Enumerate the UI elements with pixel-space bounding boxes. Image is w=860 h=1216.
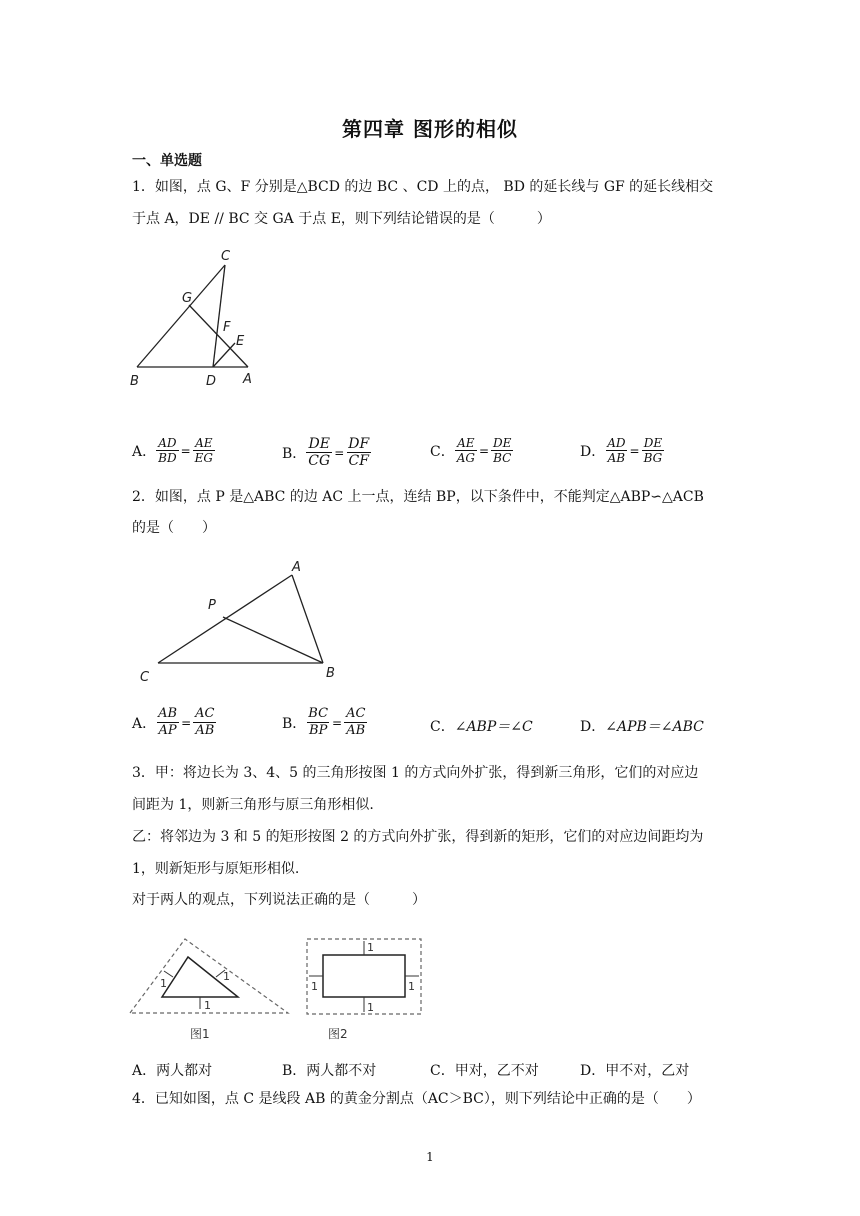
q1-line1: 1．如图，点 G、F 分别是△BCD 的边 BC 、CD 上的点， BD 的延长线与 GF 的延长线相交 bbox=[132, 179, 714, 195]
label-F: F bbox=[223, 320, 231, 335]
label-G: G bbox=[182, 291, 193, 306]
line-CD bbox=[213, 265, 225, 367]
gap-label: 1 bbox=[223, 970, 230, 983]
line-PB bbox=[223, 617, 323, 663]
q2-options bbox=[132, 706, 732, 742]
label-A: A bbox=[292, 560, 301, 575]
q3-option-b[interactable]: B． 两人都不对 bbox=[282, 1063, 377, 1079]
inner-rectangle bbox=[323, 955, 405, 997]
label-B: B bbox=[130, 374, 139, 389]
q3-line2: 间距为 1，则新三角形与原三角形相似. bbox=[132, 797, 374, 813]
gap-label: 1 bbox=[408, 980, 415, 993]
q2-option-a[interactable]: A． $\frac{AB}{AP}$ = $\frac{AC}{AB}$ bbox=[132, 706, 215, 738]
q1-option-a[interactable]: A． $\frac{AD}{BD}$ = $\frac{AE}{EG}$ bbox=[132, 436, 213, 465]
line-BC bbox=[137, 265, 225, 367]
q3-option-d[interactable]: D． 甲不对，乙对 bbox=[580, 1063, 690, 1079]
q2-option-b[interactable]: B． $\frac{BC}{BP}$ = $\frac{AC}{AB}$ bbox=[282, 706, 366, 738]
label-A: A bbox=[243, 372, 252, 387]
q2-option-d[interactable]: D． ∠APB＝∠ABC bbox=[580, 719, 704, 735]
q2-line2: 的是（ ） bbox=[132, 520, 216, 536]
fig1-caption: 图1 bbox=[190, 1027, 210, 1041]
section-heading: 一、单选题 bbox=[132, 153, 202, 169]
q2-figure bbox=[130, 555, 350, 690]
label-C: C bbox=[140, 670, 150, 685]
gap-label: 1 bbox=[367, 941, 374, 954]
label-D: D bbox=[206, 374, 217, 389]
q2-line1: 2．如图，点 P 是△ABC 的边 AC 上一点，连结 BP，以下条件中，不能判定△ABP∽△ACB bbox=[132, 489, 704, 505]
line-DE bbox=[213, 343, 235, 367]
q3-line1: 3．甲：将边长为 3、4、5 的三角形按图 1 的方式向外扩张，得到新三角形，它们的对应边 bbox=[132, 765, 699, 781]
q3-line4: 1，则新矩形与原矩形相似. bbox=[132, 861, 300, 877]
q2-option-c[interactable]: C． ∠ABP＝∠C bbox=[430, 719, 533, 735]
line-AB bbox=[292, 575, 323, 663]
q3-option-c[interactable]: C． 甲对，乙不对 bbox=[430, 1063, 539, 1079]
q3-figure2 bbox=[302, 935, 427, 1045]
q3-line5: 对于两人的观点，下列说法正确的是（ ） bbox=[132, 892, 426, 908]
label-E: E bbox=[236, 334, 245, 349]
label-C: C bbox=[221, 249, 231, 264]
q3-line3: 乙：将邻边为 3 和 5 的矩形按图 2 的方式向外扩张，得到新的矩形，它们的对应边间距均为 bbox=[132, 829, 704, 845]
label-B: B bbox=[326, 666, 335, 681]
q1-line2: 于点 A，DE // BC 交 GA 于点 E，则下列结论错误的是（ ） bbox=[132, 211, 551, 227]
fig2-caption: 图2 bbox=[328, 1027, 348, 1041]
gap-label: 1 bbox=[311, 980, 318, 993]
q1-option-d[interactable]: D． $\frac{AD}{AB}$ = $\frac{DE}{BG}$ bbox=[580, 436, 663, 465]
line-CA bbox=[158, 575, 292, 663]
q1-option-c[interactable]: C． $\frac{AE}{AG}$ = $\frac{DE}{BC}$ bbox=[430, 436, 512, 465]
q1-figure bbox=[125, 245, 260, 390]
q3-options bbox=[132, 1060, 732, 1080]
q4-line1: 4．已知如图，点 C 是线段 AB 的黄金分割点（AC＞BC），则下列结论中正确的是（ ） bbox=[132, 1091, 701, 1107]
q3-figure1 bbox=[128, 935, 293, 1045]
label-P: P bbox=[208, 598, 216, 613]
q1-option-b[interactable]: B． $\frac{DE}{CG}$ = $\frac{DF}{CF}$ bbox=[282, 436, 370, 469]
gap-label: 1 bbox=[160, 977, 167, 990]
page-number: 1 bbox=[426, 1150, 434, 1164]
q3-option-a[interactable]: A． 两人都对 bbox=[132, 1063, 213, 1079]
q1-options bbox=[132, 436, 732, 472]
gap-label: 1 bbox=[204, 999, 211, 1012]
chapter-title: 第四章 图形的相似 bbox=[342, 117, 518, 141]
gap-label: 1 bbox=[367, 1001, 374, 1014]
